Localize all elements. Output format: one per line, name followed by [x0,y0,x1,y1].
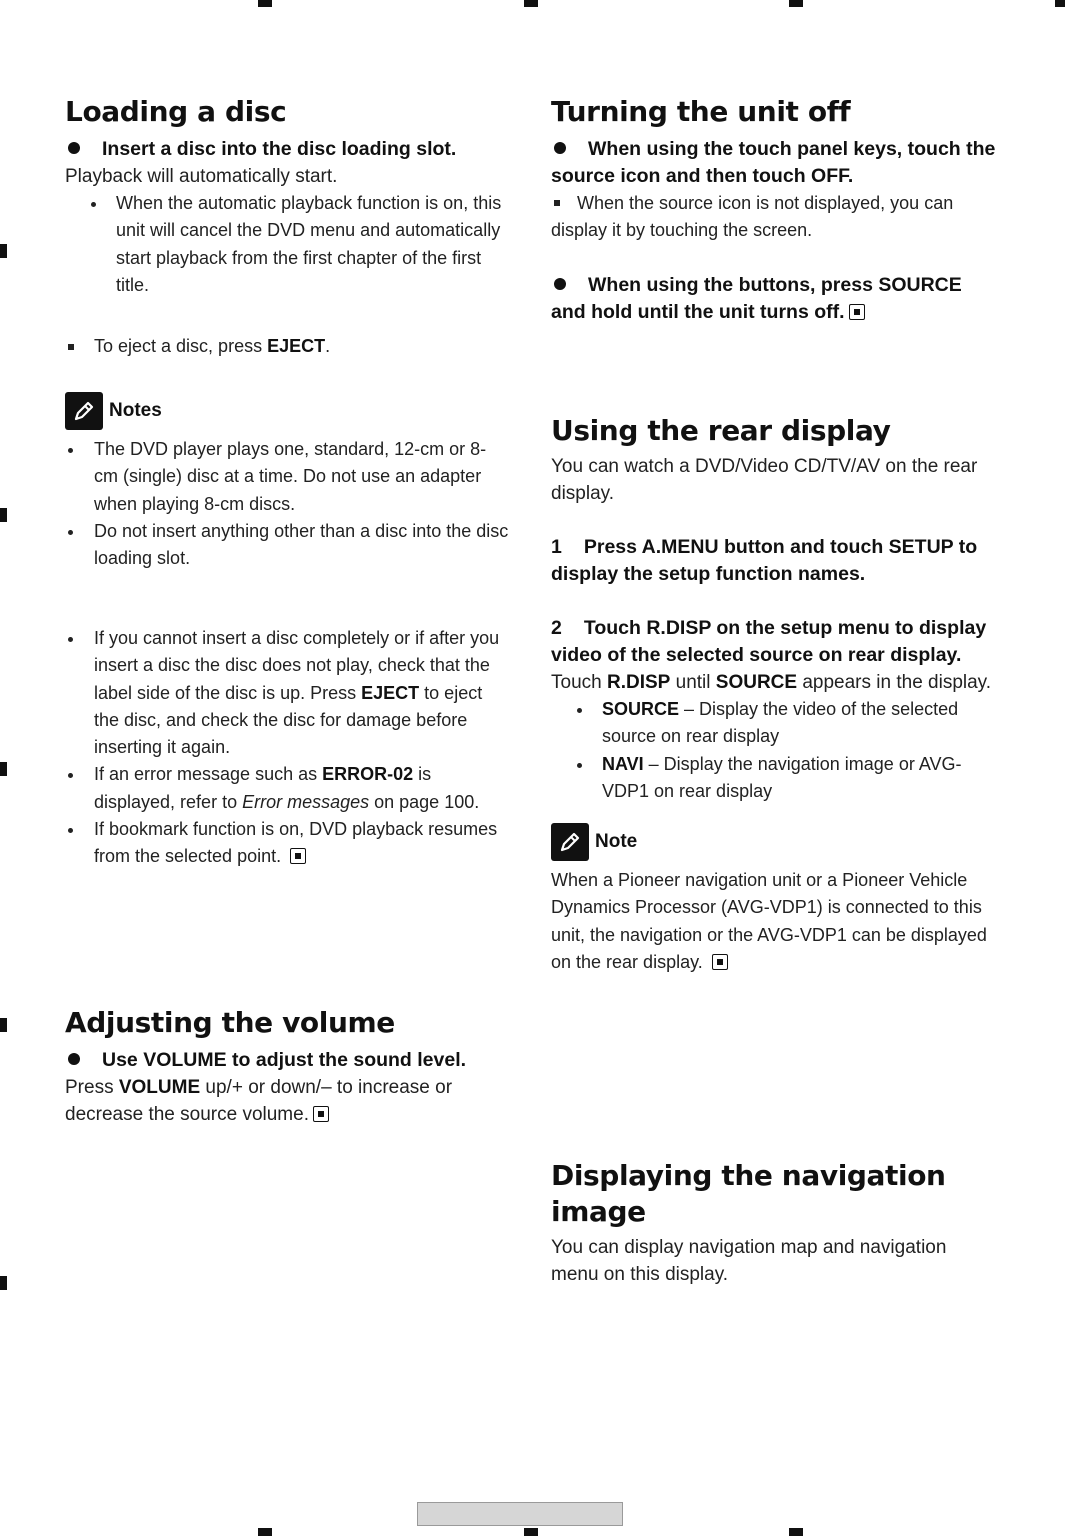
registration-mark [0,1018,7,1032]
volume-step-text: Use VOLUME to adjust the sound level. [102,1049,467,1071]
registration-mark [789,0,803,7]
rear-display-touch-text: until [670,672,716,693]
eject-tip-end: . [325,336,331,356]
rear-display-title: Using the rear display [551,414,891,447]
turning-off-section [551,94,996,326]
bullet-dot-icon [554,278,566,290]
note-pencil-icon [551,823,589,861]
navi-key: NAVI [602,753,644,774]
rear-display-intro: You can watch a DVD/Video CD/TV/AV on the rear display. [551,456,978,504]
notes-label: Notes [109,400,162,421]
bullet-dot-icon [68,142,80,154]
note-text: is displayed, refer to [94,764,432,812]
loading-body: Playback will automatically start. [65,166,338,187]
page-footer-bar [417,1502,623,1526]
turning-off-step [551,272,996,326]
eject-tip [65,333,539,360]
volume-key: VOLUME [118,1077,201,1098]
notes-continued [65,625,510,871]
eject-key: EJECT [267,336,326,356]
eject-key: EJECT [361,682,420,703]
note-text: If bookmark function is on, DVD playback resumes from the selected point. [94,819,498,867]
registration-mark [258,0,272,7]
turning-off-step [551,136,996,190]
rear-display-section [551,413,996,976]
square-bullet-icon [554,200,560,206]
eject-tip-text: To eject a disc, press [94,336,268,356]
error-code: ERROR-02 [322,764,414,785]
rdisp-key: R.DISP [606,672,671,693]
error-messages-reference: Error messages [242,791,370,812]
registration-mark [258,1528,272,1536]
step-number: 2 [551,617,562,639]
loading-title: Loading a disc [65,95,287,128]
rear-display-option [551,696,996,751]
rear-display-touch-text: appears in the display. [797,672,992,693]
volume-body [65,1074,510,1128]
source-key: SOURCE [715,672,798,693]
turning-off-step-text: When using the buttons, press SOURCE and hold until the unit turns off. [551,273,962,323]
notes-section [65,392,510,572]
registration-mark [524,0,538,7]
loading-step [65,136,510,163]
note-item [65,625,510,761]
rear-display-note [551,867,996,976]
turning-off-tip-text: When the source icon is not displayed, you can display it by touching the screen. [551,193,954,241]
navigation-section [551,1158,996,1288]
end-of-section-icon [849,304,865,320]
bullet-dot-icon [68,1053,80,1065]
bullet-dot-icon [554,142,566,154]
note-text: on page 100. [369,791,480,812]
rear-display-step [551,534,996,588]
loading-section [65,94,510,299]
note-text: If an error message such as [94,764,323,785]
turning-off-tip [551,190,996,245]
registration-mark [0,244,7,258]
note-pencil-icon [65,392,103,430]
volume-body-text: up/+ or down/– to increase or decrease the source volume. [65,1077,453,1125]
note-item [65,816,510,871]
volume-title: Adjusting the volume [65,1006,395,1039]
note-label: Note [595,831,638,853]
left-column [65,90,510,1125]
end-of-section-icon [290,848,306,864]
navigation-title: Displaying the navigation image [551,1159,946,1228]
end-of-section-icon [313,1106,329,1122]
note-item [65,761,510,816]
rear-display-step-text: Touch R.DISP on the setup menu to display video of the selected source on rear display. [551,617,987,666]
rear-display-option-text: – Display the video of the selected source on rear display [602,699,959,747]
rear-display-touch [551,669,996,696]
registration-mark [1055,0,1065,7]
registration-mark [0,762,7,776]
loading-step-text: Insert a disc into the disc loading slot. [102,138,457,160]
notes-header [65,392,510,430]
note-text: to eject the disc, and check the disc for damage before inserting it again. [94,682,483,758]
source-key: SOURCE [602,699,680,719]
registration-mark [0,1276,7,1290]
volume-step [65,1047,510,1074]
rear-display-option-text: – Display the navigation image or AVG-VDP1 on rear display [602,753,962,801]
step-number: 1 [551,536,562,558]
note-header [551,823,996,861]
turning-off-step-text: When using the touch panel keys, touch the source icon and then touch OFF. [551,138,996,187]
loading-bullet: When the automatic playback function is on, this unit will cancel the DVD menu and automatically start playback from the first chapter of the first title. [65,190,510,299]
rear-display-option [551,751,996,806]
volume-body-text: Press [65,1077,119,1098]
rear-display-touch-text: Touch [551,672,607,693]
turning-off-title: Turning the unit off [551,95,851,128]
rear-display-step-text: Press A.MENU button and touch SETUP to display the setup function names. [551,536,978,585]
rear-display-step [551,615,996,669]
rear-display-note-text: When a Pioneer navigation unit or a Pioneer Vehicle Dynamics Processor (AVG-VDP1) is connected to this unit, the navigation or the AVG-VDP1 can be displayed on the rear display. [551,870,987,973]
registration-mark [524,1528,538,1536]
note-item: The DVD player plays one, standard, 12-cm or 8-cm (single) disc at a time. Do not use an adapter when playing 8-cm discs. [65,436,510,518]
end-of-section-icon [712,954,728,970]
registration-mark [0,508,7,522]
note-item: Do not insert anything other than a disc into the disc loading slot. [65,518,510,573]
registration-mark [789,1528,803,1536]
note-text: If you cannot insert a disc completely or if after you insert a disc the disc does not play, check that the label side of the disc is up. Press [94,628,500,703]
volume-section [65,1005,510,1128]
navigation-intro: You can display navigation map and navigation menu on this display. [551,1237,947,1285]
